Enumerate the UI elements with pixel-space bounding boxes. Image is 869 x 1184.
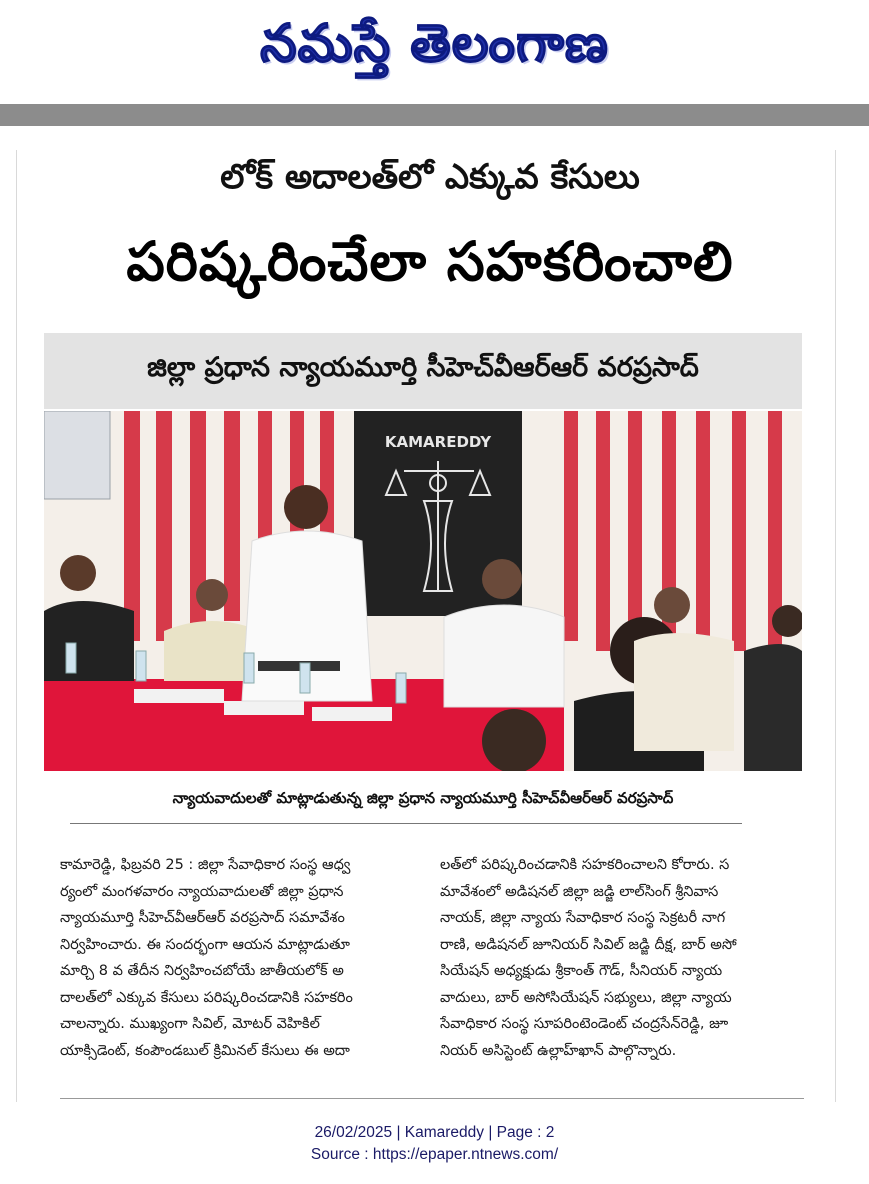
article-body-left: [60, 852, 424, 1064]
body-line: సేవాధికార సంస్థ సూపరింటెండెంట్ చంద్రసేన్‌రెడ్డి, జూ: [440, 1016, 729, 1032]
bottom-divider: [60, 1098, 804, 1099]
page-footer: [0, 1122, 869, 1166]
footer-source-link[interactable]: Source : https://epaper.ntnews.com/: [310, 1146, 559, 1163]
masthead: [0, 0, 869, 100]
article-photo: [44, 411, 802, 771]
body-line: లత్‌లో పరిష్కరించడానికి సహకరించాలని కోరారు. స: [440, 857, 730, 873]
body-line: చాలన్నారు. ముఖ్యంగా సివిల్, మోటర్ వెహికిల్: [60, 1016, 320, 1032]
body-line: మార్చి 8 వ తేదీన నిర్వహించబోయే జాతీయలోక్ అ: [60, 963, 344, 979]
body-line: దాలత్‌లో ఎక్కువ కేసులు పరిష్కరించడానికి సహకరిం: [60, 989, 353, 1006]
body-line: వాదులు, బార్ అసోసియేషన్ సభ్యులు, జిల్లా న్యాయ: [440, 989, 732, 1006]
photo-caption: న్యాయవాదులతో మాట్లాడుతున్న జిల్లా ప్రధాన న్యాయమూర్తి సీహెచ్‌వీఆర్‌ఆర్ వరప్రసాద్: [172, 789, 674, 807]
banner-text: KAMAREDDY: [384, 433, 492, 451]
body-line: మావేశంలో అడిషనల్ జిల్లా జడ్జి లాల్‌సింగ్ శ్రీనివాస: [440, 883, 719, 900]
body-line: నిర్వహించారు. ఈ సందర్భంగా ఆయన మాట్లాడుతూ: [60, 936, 350, 953]
footer-date-edition: 26/02/2025 | Kamareddy | Page : 2: [314, 1124, 555, 1141]
article-headline: పరిష్కరించేలా సహకరించాలి: [126, 230, 734, 293]
article-body-right: [440, 852, 804, 1064]
subhead-band: [44, 333, 802, 409]
article-subhead: జిల్లా ప్రధాన న్యాయమూర్తి సీహెచ్‌వీఆర్‌ఆర్ వరప్రసాద్: [147, 352, 699, 383]
body-line: ర్యంలో మంగళవారం న్యాయవాదులతో జిల్లా ప్రధాన: [60, 883, 344, 900]
body-line: సియేషన్ అధ్యక్షుడు శ్రీకాంత్ గౌడ్, సీనియర్ న్యాయ: [440, 963, 723, 979]
body-line: నాయక్, జిల్లా న్యాయ సేవాధికార సంస్థ సెక్రటరీ నాగ: [440, 910, 726, 926]
body-line: న్యాయమూర్తి సీహెచ్‌వీఆర్‌ఆర్ వరప్రసాద్ సమావేశం: [60, 910, 345, 926]
photo-illustration: [44, 411, 802, 771]
article-kicker: లోక్ అదాలత్‌లో ఎక్కువ కేసులు: [220, 157, 640, 197]
body-line: రాణి, అడిషనల్ జూనియర్ సివిల్ జడ్జి దీక్ష, బార్ అసో: [440, 936, 737, 953]
masthead-title: నమస్తే తెలంగాణ: [260, 13, 609, 74]
body-line: కామారెడ్డి, ఫిబ్రవరి 25 : జిల్లా సేవాధికార సంస్థ ఆధ్వ: [60, 857, 351, 873]
top-divider-bar: [0, 104, 869, 126]
body-line: నియర్ అసిస్టెంట్ ఉల్లాహ్‌ఖాన్ పాల్గొన్నారు.: [440, 1042, 677, 1059]
caption-divider: [70, 823, 742, 824]
body-line: యాక్సిడెంట్, కంపౌండబుల్ క్రిమినల్ కేసులు ఈ అదా: [60, 1042, 350, 1059]
